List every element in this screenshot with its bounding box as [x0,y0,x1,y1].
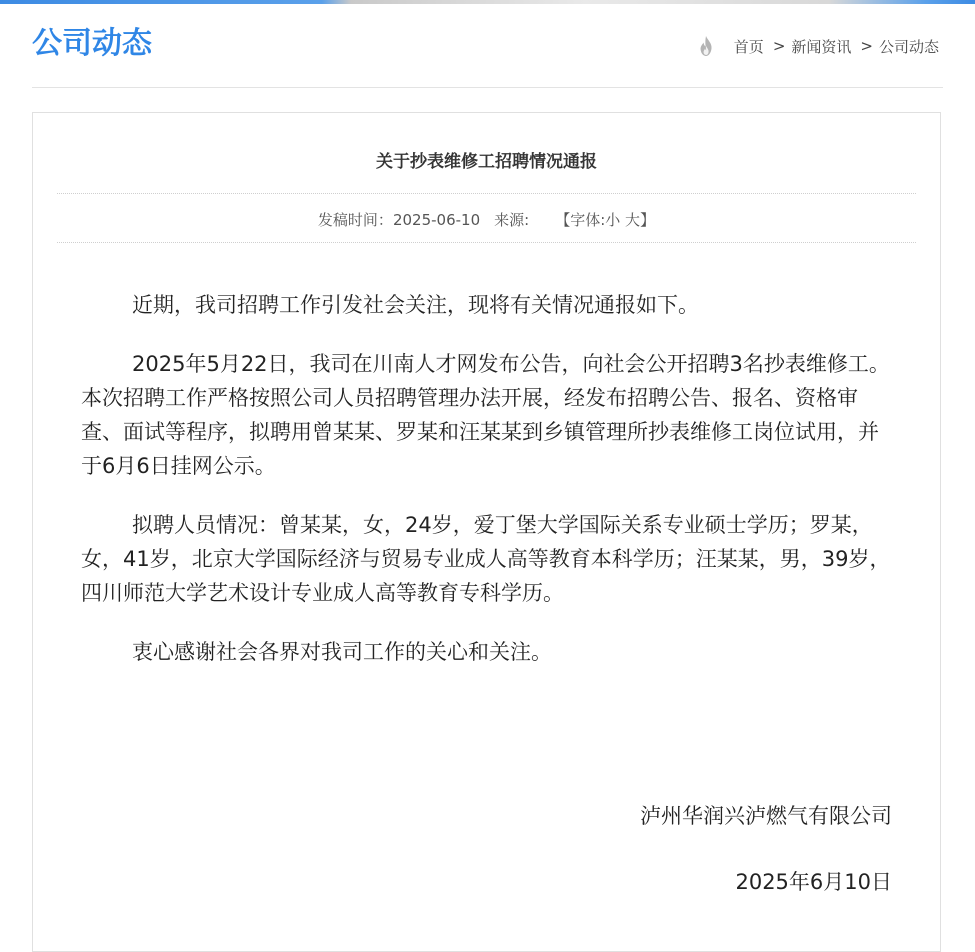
breadcrumb-current-link[interactable]: 公司动态 [878,37,939,56]
article-body [81,288,895,669]
font-size-large-button[interactable]: 大 [625,211,641,229]
meta-divider [57,242,916,243]
flame-icon [698,35,714,57]
article-panel [32,112,941,952]
publish-date: 2025-06-10 [392,211,481,229]
header-divider [32,87,943,88]
source-label: 来源: [494,211,530,229]
breadcrumb-news-link[interactable]: 新闻资讯 [791,37,852,56]
signature-date: 2025年6月10日 [735,870,892,894]
section-title: 公司动态 [32,26,152,61]
article-paragraph: 衷心感谢社会各界对我司工作的关心和关注。 [132,640,553,664]
publish-time-label: 发稿时间： [317,211,393,229]
top-banner-strip [0,0,975,4]
signature-company: 泸州华润兴泸燃气有限公司 [640,804,892,828]
title-divider [57,193,916,194]
font-size-label: 【字体: [555,211,606,229]
article-paragraph: 近期，我司招聘工作引发社会关注，现将有关情况通报如下。 [132,293,700,317]
article-meta [33,208,940,232]
breadcrumb-separator: > [772,37,786,55]
breadcrumb-separator: > [860,37,873,55]
article-paragraph: 2025年5月22日，我司在川南人才网发布公告，向社会公开招聘3名抄表维修工。本次招聘工作严格按照公司人员招聘管理办法开展，经发布招聘公告、报名、资格审查、面试等程序，拟聘用曾某某、罗某和汪某某到乡镇管理所抄表维修工岗位试用，并于6月6日挂网公示。 [81,352,890,478]
font-size-close: 】 [640,211,656,229]
article-paragraph: 拟聘人员情况：曾某某，女，24岁，爱丁堡大学国际关系专业硕士学历；罗某，女，41岁，北京大学国际经济与贸易专业成人高等教育本科学历；汪某某，男，39岁，四川师范大学艺术设计专业成人高等教育专科学历。 [81,513,891,605]
article-title: 关于抄表维修工招聘情况通报 [376,152,597,172]
breadcrumb [698,33,939,59]
font-size-small-button[interactable]: 小 [605,211,621,229]
breadcrumb-home-link[interactable]: 首页 [733,37,764,56]
